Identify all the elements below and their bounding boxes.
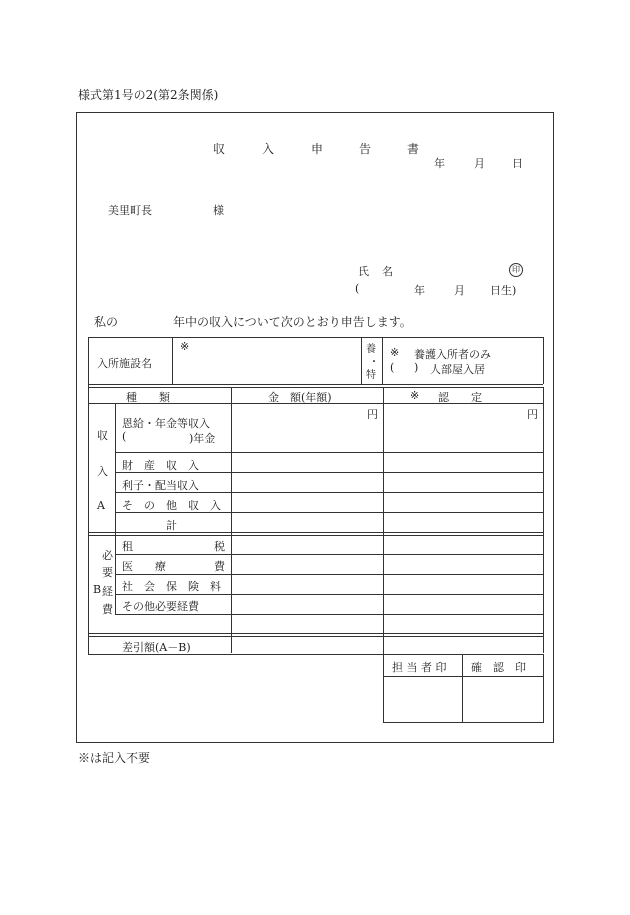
rule	[115, 574, 543, 575]
facility-note-2-close: )	[414, 361, 419, 374]
rule	[88, 633, 543, 634]
rule	[88, 387, 543, 388]
rule	[543, 387, 544, 653]
rule	[115, 403, 116, 614]
income-row-interest: 利子・配当収入	[122, 479, 199, 492]
expense-group-1: 必	[102, 549, 113, 562]
header-kind: 種 類	[126, 391, 170, 404]
expense-row-medical-b: 費	[214, 560, 225, 573]
difference-label: 差引額(A－B)	[122, 641, 191, 654]
header-amount: 金 額(年額)	[268, 391, 332, 404]
facility-label: 入所施設名	[97, 357, 152, 370]
income-row-pension-line1: 恩給・年金等収入	[122, 417, 210, 430]
title-char-2: 入	[262, 142, 275, 156]
rule	[383, 387, 384, 723]
declaration-prefix: 私の	[94, 315, 119, 329]
form-number: 様式第1号の2(第2条関係)	[78, 88, 219, 102]
name-label-1: 氏	[358, 265, 369, 278]
stamp-confirm: 確 認 印	[471, 661, 526, 674]
seal-mark	[509, 262, 523, 277]
expense-group-letter: B	[93, 583, 102, 596]
facility-mark: ※	[180, 340, 190, 353]
rule	[88, 384, 543, 385]
facility-note-2-text: 人部屋入居	[430, 363, 485, 376]
addressee-name: 美里町長	[108, 204, 152, 217]
expense-row-medical-a: 医 療	[122, 560, 166, 573]
facility-note-1: 養護入所者のみ	[414, 348, 491, 361]
yen-approved: 円	[527, 408, 538, 421]
type-label-1: 養	[366, 344, 376, 355]
seal-icon: 印	[509, 263, 523, 277]
yen-amount: 円	[367, 408, 378, 421]
addressee-honorific: 様	[213, 204, 224, 217]
name-label-2: 名	[382, 265, 393, 278]
rule	[88, 636, 543, 637]
expense-group-3: 経	[102, 585, 113, 598]
rule	[172, 337, 173, 384]
income-row-pension-close: )年金	[189, 432, 216, 445]
header-approved: 認 定	[438, 391, 482, 404]
title-char-3: 申	[311, 142, 324, 156]
facility-note-2-open: (	[390, 361, 395, 374]
rule	[462, 654, 463, 723]
date-year: 年	[434, 157, 445, 170]
expense-row-tax-b: 税	[214, 540, 225, 553]
income-group-1: 収	[97, 429, 108, 442]
rule	[543, 337, 544, 384]
income-row-property: 財 産 収 入	[122, 459, 199, 472]
declaration-text: 年中の収入について次のとおり申告します。	[173, 315, 412, 329]
expense-row-insurance: 社 会 保 険 料	[122, 580, 221, 593]
facility-note-mark: ※	[390, 346, 400, 359]
rule	[383, 676, 543, 677]
expense-row-other: その他必要経費	[122, 600, 199, 613]
birth-month: 月	[454, 284, 465, 297]
birth-year: 年	[414, 284, 425, 297]
expense-group-4: 費	[102, 603, 113, 616]
rule	[383, 722, 543, 723]
income-row-pension-open: (	[122, 430, 127, 443]
footnote: ※は記入不要	[78, 751, 151, 765]
rule	[382, 337, 383, 384]
rule	[88, 337, 89, 655]
title-char-4: 告	[359, 142, 372, 156]
rule	[88, 532, 543, 533]
rule	[88, 535, 543, 536]
stamp-staff: 担 当 者 印	[392, 661, 447, 674]
rule	[543, 654, 544, 723]
income-row-other: そ の 他 収 入	[122, 499, 221, 512]
expense-group-2: 要	[102, 566, 113, 579]
title-char-5: 書	[407, 142, 420, 156]
rule	[361, 337, 362, 384]
rule	[115, 452, 543, 453]
birth-open: (	[355, 282, 360, 295]
income-group-2: 入	[97, 465, 108, 478]
header-note-mark: ※	[410, 389, 420, 402]
type-label-2: ・	[369, 357, 379, 368]
income-group-3: A	[97, 499, 105, 512]
rule	[88, 337, 543, 338]
date-month: 月	[474, 157, 485, 170]
birth-day: 日生)	[490, 284, 517, 297]
title-char-1: 収	[213, 142, 226, 156]
type-label-3: 特	[366, 370, 376, 381]
date-day: 日	[512, 157, 523, 170]
rule	[115, 594, 543, 595]
expense-row-tax-a: 租	[122, 540, 133, 553]
income-total: 計	[166, 519, 177, 532]
rule	[115, 554, 543, 555]
rule	[115, 614, 543, 615]
